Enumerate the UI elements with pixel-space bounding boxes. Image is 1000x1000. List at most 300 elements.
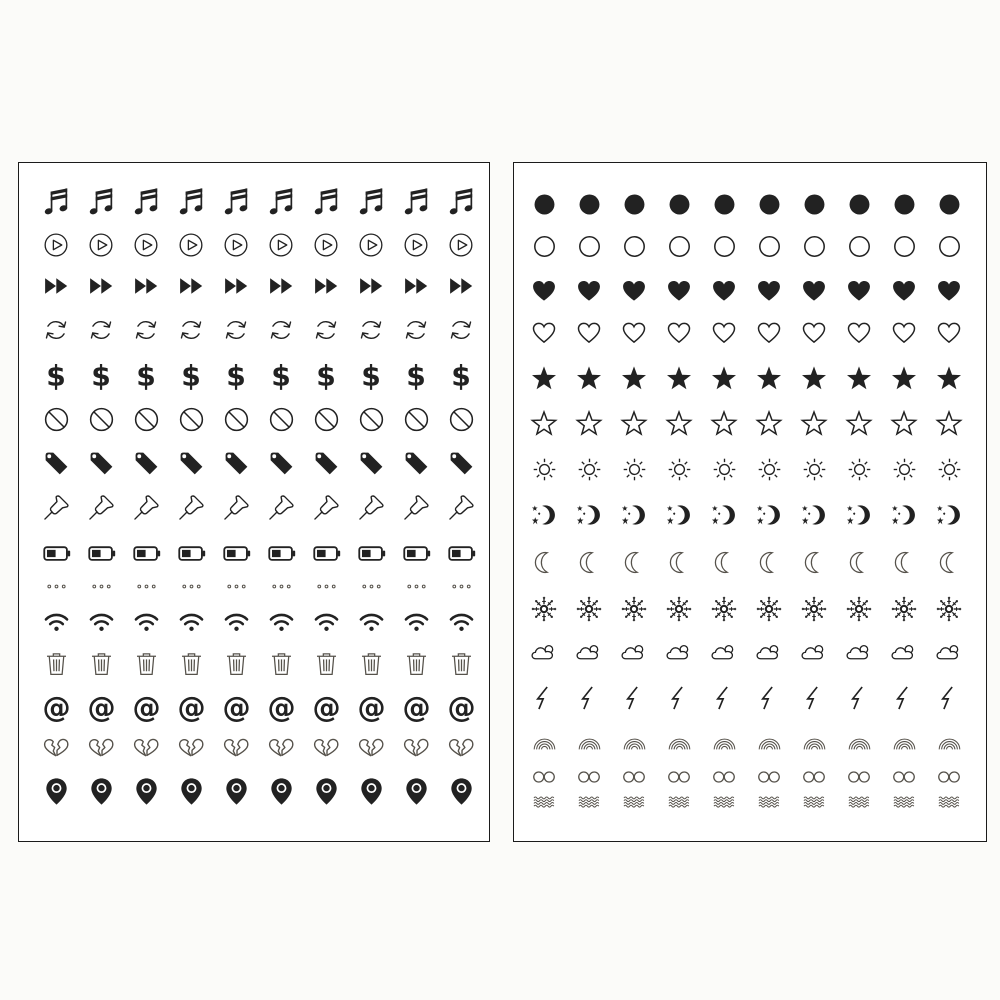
- row-fast-forward: [34, 273, 484, 299]
- battery-icon: [304, 539, 349, 568]
- no-sign-icon: [304, 405, 349, 434]
- heart-filled-icon: [882, 277, 927, 305]
- lightning-icon: [612, 684, 657, 712]
- rainbow-icon: [522, 731, 567, 758]
- heart-outline-icon: [882, 319, 927, 347]
- row-trash: [34, 649, 484, 678]
- trash-icon: [79, 649, 124, 678]
- lightning-icon: [927, 684, 972, 712]
- star-outline-icon: [702, 409, 747, 439]
- price-tag-icon: [214, 449, 259, 478]
- no-sign-icon: [169, 405, 214, 434]
- broken-heart-icon: [214, 734, 259, 763]
- infinity-icon: [747, 763, 792, 791]
- dollar-sign-icon: [124, 360, 169, 390]
- row-star-filled: [522, 364, 972, 394]
- rainbow-icon: [837, 731, 882, 758]
- infinity-icon: [702, 763, 747, 791]
- refresh-icon: [34, 316, 79, 344]
- star-filled-icon: [702, 364, 747, 394]
- waves-icon: [702, 789, 747, 815]
- broken-heart-icon: [169, 734, 214, 763]
- price-tag-icon: [259, 449, 304, 478]
- location-pin-icon: [439, 776, 484, 807]
- moon-stars-icon: [657, 501, 702, 529]
- cloud-icon: [837, 639, 882, 667]
- location-pin-icon: [34, 776, 79, 807]
- at-sign-icon: [79, 692, 124, 723]
- moon-stars-icon: [837, 501, 882, 529]
- price-tag-icon: [439, 449, 484, 478]
- row-crescent-moon: [522, 549, 972, 576]
- circle-outline-icon: [927, 233, 972, 260]
- sun-icon: [792, 456, 837, 483]
- fast-forward-icon: [79, 273, 124, 299]
- moon-stars-icon: [612, 501, 657, 529]
- row-play-circle: [34, 231, 484, 259]
- trash-icon: [439, 649, 484, 678]
- wifi-icon: [79, 608, 124, 635]
- fast-forward-icon: [304, 273, 349, 299]
- circle-filled-icon: [657, 191, 702, 218]
- heart-filled-icon: [837, 277, 882, 305]
- waves-icon: [657, 789, 702, 815]
- wifi-icon: [349, 608, 394, 635]
- ellipsis-dots-icon: [79, 576, 124, 597]
- heart-outline-icon: [657, 319, 702, 347]
- circle-filled-icon: [927, 191, 972, 218]
- circle-filled-icon: [702, 191, 747, 218]
- broken-heart-icon: [349, 734, 394, 763]
- no-sign-icon: [439, 405, 484, 434]
- snowflake-icon: [882, 595, 927, 623]
- play-circle-icon: [439, 231, 484, 259]
- wifi-icon: [394, 608, 439, 635]
- star-outline-icon: [792, 409, 837, 439]
- refresh-icon: [259, 316, 304, 344]
- ellipsis-dots-icon: [394, 576, 439, 597]
- lightning-icon: [657, 684, 702, 712]
- infinity-icon: [612, 763, 657, 791]
- cloud-icon: [522, 639, 567, 667]
- star-outline-icon: [612, 409, 657, 439]
- row-music-note: [34, 187, 484, 219]
- heart-outline-icon: [792, 319, 837, 347]
- sun-icon: [702, 456, 747, 483]
- circle-filled-icon: [522, 191, 567, 218]
- cloud-icon: [747, 639, 792, 667]
- star-outline-icon: [747, 409, 792, 439]
- moon-stars-icon: [522, 501, 567, 529]
- star-filled-icon: [612, 364, 657, 394]
- lightning-icon: [837, 684, 882, 712]
- ellipsis-dots-icon: [214, 576, 259, 597]
- row-ellipsis-dots: [34, 576, 484, 597]
- at-sign-icon: [394, 692, 439, 723]
- trash-icon: [259, 649, 304, 678]
- at-sign-icon: [34, 692, 79, 723]
- pushpin-icon: [349, 493, 394, 523]
- crescent-moon-icon: [567, 549, 612, 576]
- battery-icon: [214, 539, 259, 568]
- rainbow-icon: [882, 731, 927, 758]
- at-sign-icon: [124, 692, 169, 723]
- no-sign-icon: [79, 405, 124, 434]
- sun-icon: [567, 456, 612, 483]
- row-heart-outline: [522, 319, 972, 347]
- circle-filled-icon: [747, 191, 792, 218]
- music-note-icon: [79, 187, 124, 219]
- lightning-icon: [567, 684, 612, 712]
- heart-filled-icon: [522, 277, 567, 305]
- dollar-sign-icon: [349, 360, 394, 390]
- infinity-icon: [792, 763, 837, 791]
- battery-icon: [79, 539, 124, 568]
- music-note-icon: [304, 187, 349, 219]
- trash-icon: [349, 649, 394, 678]
- sun-icon: [882, 456, 927, 483]
- snowflake-icon: [612, 595, 657, 623]
- wifi-icon: [259, 608, 304, 635]
- battery-icon: [124, 539, 169, 568]
- broken-heart-icon: [79, 734, 124, 763]
- at-sign-icon: [214, 692, 259, 723]
- dollar-sign-icon: [439, 360, 484, 390]
- location-pin-icon: [259, 776, 304, 807]
- refresh-icon: [439, 316, 484, 344]
- ellipsis-dots-icon: [34, 576, 79, 597]
- snowflake-icon: [792, 595, 837, 623]
- wifi-icon: [214, 608, 259, 635]
- location-pin-icon: [124, 776, 169, 807]
- row-at-sign: [34, 692, 484, 723]
- music-note-icon: [259, 187, 304, 219]
- star-filled-icon: [522, 364, 567, 394]
- fast-forward-icon: [124, 273, 169, 299]
- cloud-icon: [927, 639, 972, 667]
- star-outline-icon: [657, 409, 702, 439]
- crescent-moon-icon: [837, 549, 882, 576]
- price-tag-icon: [169, 449, 214, 478]
- play-circle-icon: [169, 231, 214, 259]
- circle-filled-icon: [837, 191, 882, 218]
- rainbow-icon: [657, 731, 702, 758]
- row-battery: [34, 539, 484, 568]
- play-circle-icon: [79, 231, 124, 259]
- crescent-moon-icon: [522, 549, 567, 576]
- heart-outline-icon: [702, 319, 747, 347]
- dollar-sign-icon: [394, 360, 439, 390]
- infinity-icon: [657, 763, 702, 791]
- battery-icon: [34, 539, 79, 568]
- row-infinity: [522, 763, 972, 791]
- dollar-sign-icon: [79, 360, 124, 390]
- broken-heart-icon: [259, 734, 304, 763]
- row-broken-heart: [34, 734, 484, 763]
- row-star-outline: [522, 409, 972, 439]
- icon-sticker-sheet-left: [18, 162, 490, 842]
- battery-icon: [259, 539, 304, 568]
- crescent-moon-icon: [927, 549, 972, 576]
- lightning-icon: [792, 684, 837, 712]
- trash-icon: [214, 649, 259, 678]
- ellipsis-dots-icon: [349, 576, 394, 597]
- music-note-icon: [124, 187, 169, 219]
- row-no-sign: [34, 405, 484, 434]
- moon-stars-icon: [747, 501, 792, 529]
- broken-heart-icon: [304, 734, 349, 763]
- star-filled-icon: [837, 364, 882, 394]
- no-sign-icon: [349, 405, 394, 434]
- row-circle-filled: [522, 191, 972, 218]
- heart-filled-icon: [927, 277, 972, 305]
- row-dollar-sign: [34, 360, 484, 390]
- rainbow-icon: [567, 731, 612, 758]
- circle-outline-icon: [522, 233, 567, 260]
- moon-stars-icon: [927, 501, 972, 529]
- trash-icon: [34, 649, 79, 678]
- battery-icon: [439, 539, 484, 568]
- play-circle-icon: [34, 231, 79, 259]
- fast-forward-icon: [169, 273, 214, 299]
- heart-outline-icon: [567, 319, 612, 347]
- price-tag-icon: [124, 449, 169, 478]
- refresh-icon: [304, 316, 349, 344]
- circle-outline-icon: [657, 233, 702, 260]
- cloud-icon: [702, 639, 747, 667]
- row-heart-filled: [522, 277, 972, 305]
- waves-icon: [567, 789, 612, 815]
- dollar-sign-icon: [34, 360, 79, 390]
- heart-outline-icon: [837, 319, 882, 347]
- location-pin-icon: [304, 776, 349, 807]
- snowflake-icon: [567, 595, 612, 623]
- pushpin-icon: [124, 493, 169, 523]
- heart-filled-icon: [792, 277, 837, 305]
- crescent-moon-icon: [612, 549, 657, 576]
- broken-heart-icon: [124, 734, 169, 763]
- infinity-icon: [522, 763, 567, 791]
- no-sign-icon: [394, 405, 439, 434]
- icon-sticker-sheet-right: [513, 162, 987, 842]
- waves-icon: [612, 789, 657, 815]
- trash-icon: [124, 649, 169, 678]
- moon-stars-icon: [792, 501, 837, 529]
- location-pin-icon: [79, 776, 124, 807]
- row-snowflake: [522, 595, 972, 623]
- fast-forward-icon: [394, 273, 439, 299]
- sun-icon: [927, 456, 972, 483]
- cloud-icon: [567, 639, 612, 667]
- heart-filled-icon: [747, 277, 792, 305]
- infinity-icon: [567, 763, 612, 791]
- wifi-icon: [439, 608, 484, 635]
- circle-filled-icon: [612, 191, 657, 218]
- price-tag-icon: [349, 449, 394, 478]
- music-note-icon: [439, 187, 484, 219]
- circle-filled-icon: [567, 191, 612, 218]
- heart-outline-icon: [522, 319, 567, 347]
- star-filled-icon: [792, 364, 837, 394]
- wifi-icon: [34, 608, 79, 635]
- location-pin-icon: [214, 776, 259, 807]
- sun-icon: [837, 456, 882, 483]
- star-outline-icon: [882, 409, 927, 439]
- play-circle-icon: [349, 231, 394, 259]
- pushpin-icon: [259, 493, 304, 523]
- moon-stars-icon: [567, 501, 612, 529]
- circle-outline-icon: [837, 233, 882, 260]
- circle-filled-icon: [882, 191, 927, 218]
- snowflake-icon: [522, 595, 567, 623]
- cloud-icon: [792, 639, 837, 667]
- ellipsis-dots-icon: [304, 576, 349, 597]
- no-sign-icon: [124, 405, 169, 434]
- price-tag-icon: [79, 449, 124, 478]
- no-sign-icon: [259, 405, 304, 434]
- music-note-icon: [394, 187, 439, 219]
- at-sign-icon: [439, 692, 484, 723]
- refresh-icon: [79, 316, 124, 344]
- heart-filled-icon: [657, 277, 702, 305]
- lightning-icon: [747, 684, 792, 712]
- circle-outline-icon: [612, 233, 657, 260]
- music-note-icon: [214, 187, 259, 219]
- circle-outline-icon: [882, 233, 927, 260]
- wifi-icon: [304, 608, 349, 635]
- lightning-icon: [522, 684, 567, 712]
- snowflake-icon: [747, 595, 792, 623]
- rainbow-icon: [702, 731, 747, 758]
- ellipsis-dots-icon: [259, 576, 304, 597]
- trash-icon: [169, 649, 214, 678]
- at-sign-icon: [259, 692, 304, 723]
- rainbow-icon: [747, 731, 792, 758]
- play-circle-icon: [214, 231, 259, 259]
- crescent-moon-icon: [702, 549, 747, 576]
- star-filled-icon: [927, 364, 972, 394]
- fast-forward-icon: [439, 273, 484, 299]
- ellipsis-dots-icon: [169, 576, 214, 597]
- music-note-icon: [169, 187, 214, 219]
- row-pushpin: [34, 493, 484, 523]
- heart-filled-icon: [702, 277, 747, 305]
- music-note-icon: [34, 187, 79, 219]
- fast-forward-icon: [349, 273, 394, 299]
- rainbow-icon: [927, 731, 972, 758]
- row-cloud: [522, 639, 972, 667]
- row-lightning: [522, 684, 972, 712]
- row-moon-stars: [522, 501, 972, 529]
- ellipsis-dots-icon: [439, 576, 484, 597]
- trash-icon: [394, 649, 439, 678]
- fast-forward-icon: [259, 273, 304, 299]
- trash-icon: [304, 649, 349, 678]
- wifi-icon: [169, 608, 214, 635]
- star-outline-icon: [567, 409, 612, 439]
- row-price-tag: [34, 449, 484, 478]
- rainbow-icon: [612, 731, 657, 758]
- play-circle-icon: [124, 231, 169, 259]
- heart-filled-icon: [567, 277, 612, 305]
- circle-outline-icon: [792, 233, 837, 260]
- refresh-icon: [349, 316, 394, 344]
- star-filled-icon: [567, 364, 612, 394]
- pushpin-icon: [79, 493, 124, 523]
- heart-filled-icon: [612, 277, 657, 305]
- crescent-moon-icon: [882, 549, 927, 576]
- dollar-sign-icon: [304, 360, 349, 390]
- row-sun: [522, 456, 972, 483]
- waves-icon: [927, 789, 972, 815]
- star-filled-icon: [747, 364, 792, 394]
- broken-heart-icon: [34, 734, 79, 763]
- moon-stars-icon: [702, 501, 747, 529]
- no-sign-icon: [34, 405, 79, 434]
- dollar-sign-icon: [214, 360, 259, 390]
- circle-filled-icon: [792, 191, 837, 218]
- crescent-moon-icon: [747, 549, 792, 576]
- star-outline-icon: [837, 409, 882, 439]
- lightning-icon: [882, 684, 927, 712]
- play-circle-icon: [304, 231, 349, 259]
- price-tag-icon: [394, 449, 439, 478]
- waves-icon: [792, 789, 837, 815]
- battery-icon: [394, 539, 439, 568]
- star-filled-icon: [657, 364, 702, 394]
- refresh-icon: [214, 316, 259, 344]
- row-wifi: [34, 608, 484, 635]
- rainbow-icon: [792, 731, 837, 758]
- pushpin-icon: [394, 493, 439, 523]
- at-sign-icon: [304, 692, 349, 723]
- snowflake-icon: [927, 595, 972, 623]
- heart-outline-icon: [612, 319, 657, 347]
- row-refresh: [34, 316, 484, 344]
- at-sign-icon: [169, 692, 214, 723]
- play-circle-icon: [394, 231, 439, 259]
- pushpin-icon: [34, 493, 79, 523]
- refresh-icon: [394, 316, 439, 344]
- heart-outline-icon: [927, 319, 972, 347]
- wifi-icon: [124, 608, 169, 635]
- price-tag-icon: [304, 449, 349, 478]
- refresh-icon: [124, 316, 169, 344]
- infinity-icon: [882, 763, 927, 791]
- infinity-icon: [837, 763, 882, 791]
- play-circle-icon: [259, 231, 304, 259]
- infinity-icon: [927, 763, 972, 791]
- waves-icon: [747, 789, 792, 815]
- snowflake-icon: [657, 595, 702, 623]
- sun-icon: [522, 456, 567, 483]
- crescent-moon-icon: [792, 549, 837, 576]
- broken-heart-icon: [394, 734, 439, 763]
- lightning-icon: [702, 684, 747, 712]
- circle-outline-icon: [747, 233, 792, 260]
- price-tag-icon: [34, 449, 79, 478]
- crescent-moon-icon: [657, 549, 702, 576]
- heart-outline-icon: [747, 319, 792, 347]
- cloud-icon: [612, 639, 657, 667]
- pushpin-icon: [439, 493, 484, 523]
- no-sign-icon: [214, 405, 259, 434]
- at-sign-icon: [349, 692, 394, 723]
- circle-outline-icon: [702, 233, 747, 260]
- snowflake-icon: [837, 595, 882, 623]
- star-filled-icon: [882, 364, 927, 394]
- snowflake-icon: [702, 595, 747, 623]
